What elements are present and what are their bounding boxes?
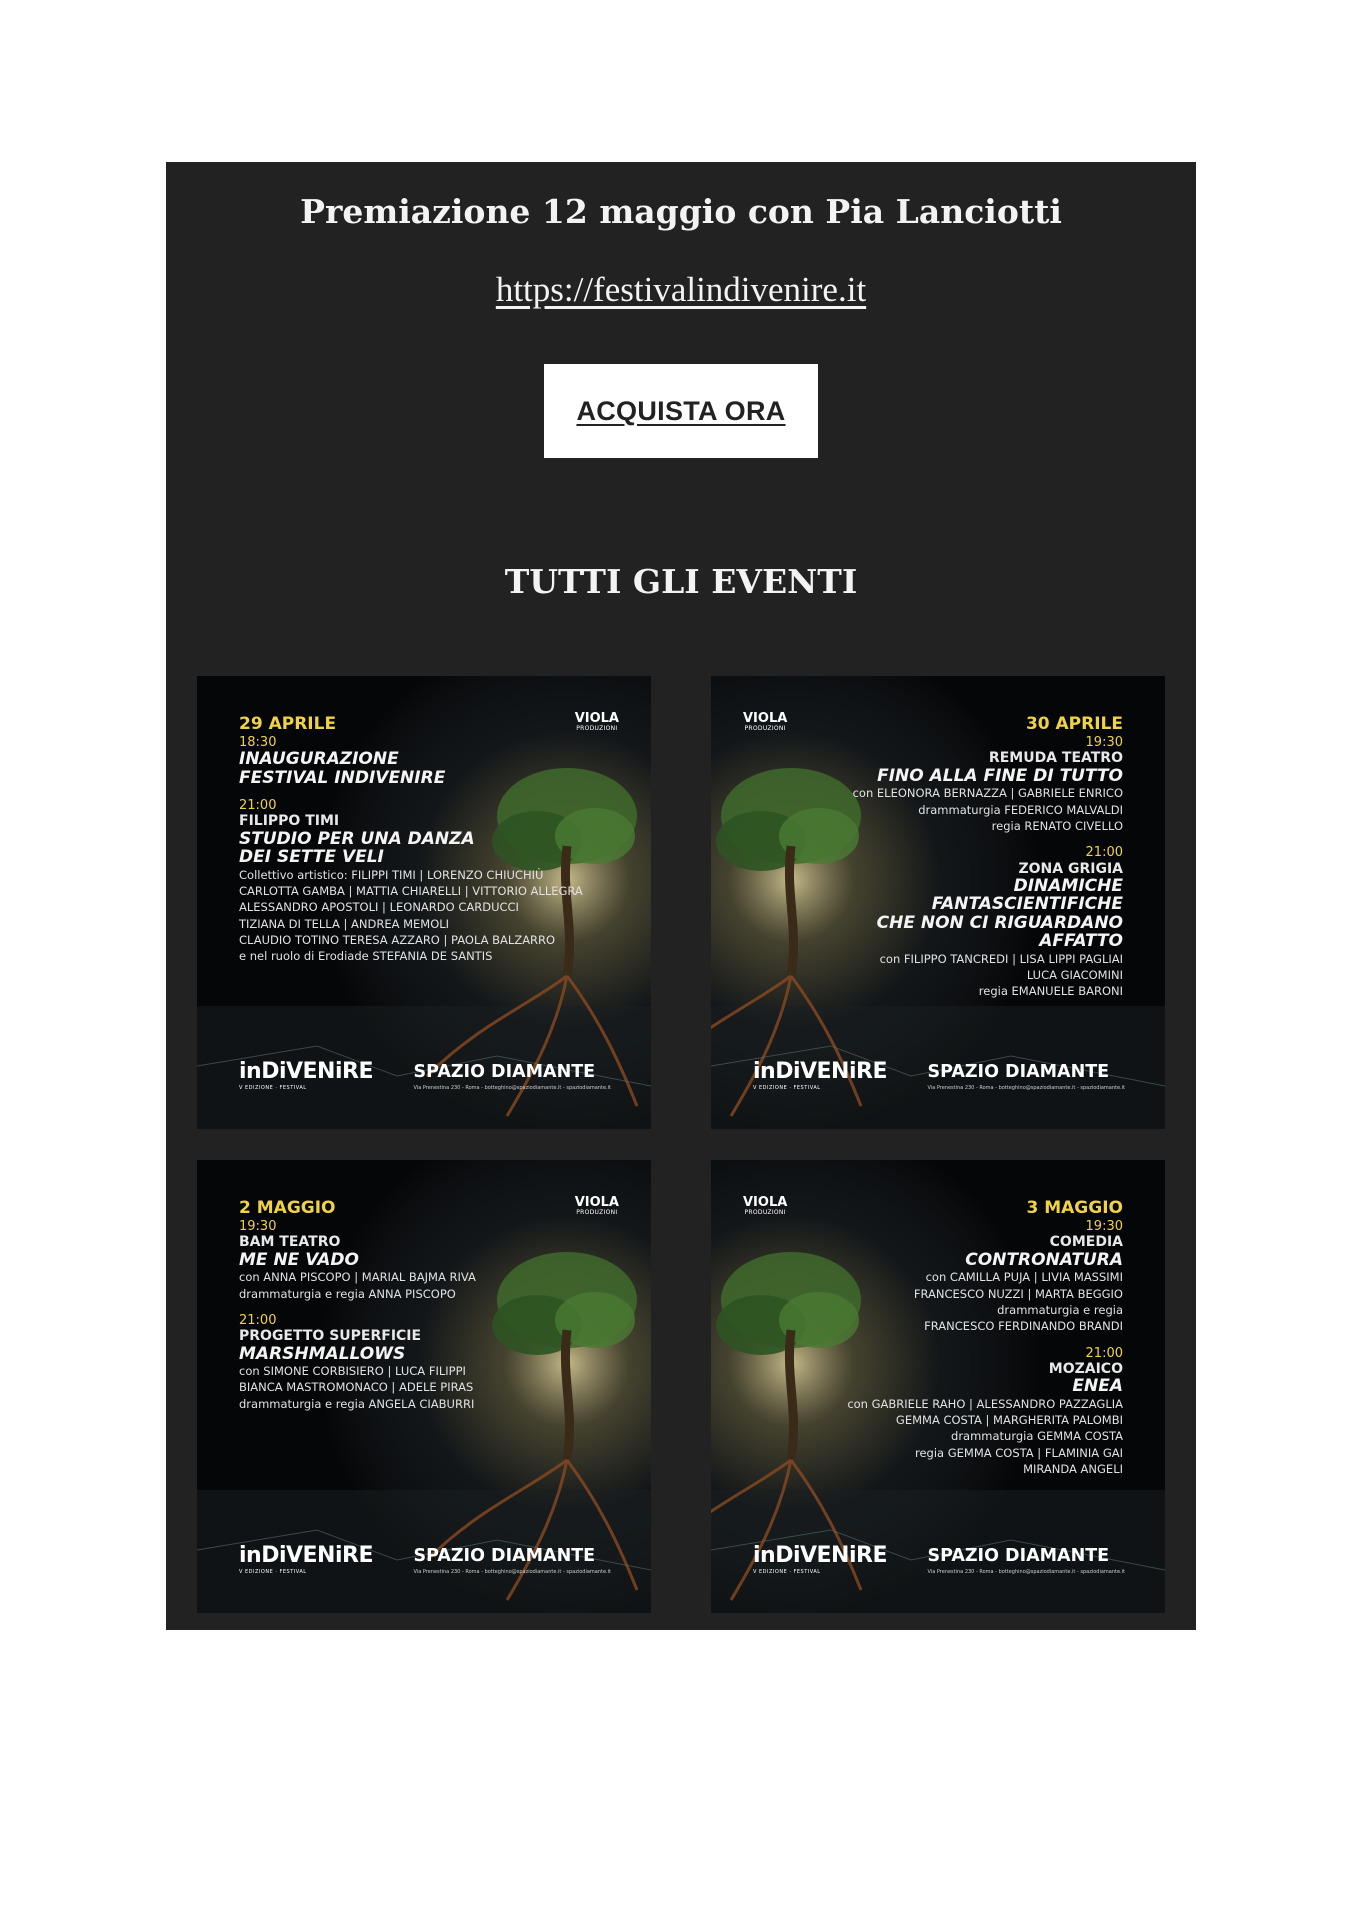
cast-credit: drammaturgia e regia ANNA PISCOPO [239,1286,456,1301]
cast-credit: regia EMANUELE BARONI [978,984,1123,999]
cast-credit: drammaturgia e regia [997,1302,1123,1317]
spazio-diamante-address: Via Prenestina 230 - Roma - botteghino@spaziodiamante.it - spaziodiamante.it [413,1085,611,1091]
event-schedule [239,714,583,965]
event-time: 21:00 [1085,845,1123,861]
festival-link[interactable]: https://festivalindivenire.it [495,270,867,309]
show-title: MARSHMALLOWS [239,1343,406,1364]
cast-credit: con GABRIELE RAHO | ALESSANDRO PAZZAGLIA [847,1396,1123,1411]
company-name: REMUDA TEATRO [988,750,1123,767]
cast-credit: regia GEMMA COSTA | FLAMINIA GAI [914,1445,1123,1460]
block-spacer [847,1335,1123,1345]
cast-credit: regia RENATO CIVELLO [991,818,1123,833]
event-time: 21:00 [1085,1345,1123,1361]
event-date: 30 APRILE [1025,714,1123,734]
event-date: 3 MAGGIO [1026,1198,1123,1218]
show-title: STUDIO PER UNA DANZA [239,828,475,849]
event-poster-3-maggio[interactable] [711,1160,1165,1613]
indivenire-logo-text: inDiVENiRE [753,1059,887,1084]
indivenire-logo [753,1059,887,1091]
show-title: AFFATTO [1039,931,1123,952]
cast-credit: con SIMONE CORBISIERO | LUCA FILIPPI [239,1364,466,1379]
indivenire-logo [239,1543,373,1575]
show-title: FINO ALLA FINE DI TUTTO [877,765,1123,786]
show-title: DEI SETTE VELI [239,847,384,868]
viola-produzioni-logo [743,712,787,732]
indivenire-logo [753,1543,887,1575]
show-title: FESTIVAL INDIVENIRE [239,767,446,788]
cast-credit: FRANCESCO NUZZI | MARTA BEGGIO [913,1286,1123,1301]
event-time: 19:30 [1085,1219,1123,1235]
viola-logo-text: VIOLA [574,1195,619,1210]
indivenire-logo-sub: V EDIZIONE · FESTIVAL [239,1085,307,1091]
show-title: INAUGURAZIONE [239,749,399,770]
spazio-diamante-address: Via Prenestina 230 - Roma - botteghino@spaziodiamante.it - spaziodiamante.it [927,1085,1125,1091]
indivenire-logo [239,1059,373,1091]
cast-credit: GEMMA COSTA | MARGHERITA PALOMBI [895,1413,1123,1428]
indivenire-logo-sub: V EDIZIONE · FESTIVAL [239,1569,307,1575]
cast-credit: CARLOTTA GAMBA | MATTIA CHIARELLI | VITTORIO ALLEGRA [239,883,583,898]
block-spacer [239,787,583,797]
event-time: 21:00 [239,1312,277,1328]
indivenire-logo-sub: V EDIZIONE · FESTIVAL [753,1569,821,1575]
company-name: ZONA GRIGIA [1018,860,1123,877]
cast-credit: e nel ruolo di Erodiade STEFANIA DE SANTIS [239,949,493,964]
spazio-diamante-logo [928,1546,1126,1575]
show-title: FANTASCIENTIFICHE [931,894,1123,915]
event-schedule [853,714,1123,1000]
show-title: CONTRONATURA [965,1249,1123,1270]
company-name: PROGETTO SUPERFICIE [239,1328,422,1345]
events-section-title: TUTTI GLI EVENTI [504,562,858,601]
viola-logo-sub: PRODUZIONI [744,725,786,732]
indivenire-logo-sub: V EDIZIONE · FESTIVAL [753,1085,821,1091]
cast-credit: LUCA GIACOMINI [1026,967,1123,982]
event-poster-29-aprile[interactable] [197,676,651,1129]
event-schedule [239,1198,476,1412]
spazio-diamante-logo [414,1546,612,1575]
cast-credit: drammaturgia GEMMA COSTA [951,1429,1123,1444]
spazio-diamante-text: SPAZIO DIAMANTE [413,1062,596,1082]
cast-credit: con FILIPPO TANCREDI | LISA LIPPI PAGLIAI [879,951,1123,966]
cast-credit: con CAMILLA PUJA | LIVIA MASSIMI [925,1270,1123,1285]
show-title: ENEA [1072,1376,1123,1397]
cast-credit: drammaturgia e regia ANGELA CIABURRI [239,1396,475,1411]
spazio-diamante-text: SPAZIO DIAMANTE [927,1062,1110,1082]
viola-logo-sub: PRODUZIONI [576,1209,618,1216]
cast-credit: con ELEONORA BERNAZZA | GABRIELE ENRICO [852,786,1123,801]
viola-logo-sub: PRODUZIONI [744,1209,786,1216]
spazio-diamante-logo [928,1062,1126,1091]
event-time: 21:00 [239,798,277,814]
spazio-diamante-text: SPAZIO DIAMANTE [927,1546,1110,1566]
company-name: COMEDIA [1049,1234,1123,1251]
event-time: 18:30 [239,735,277,751]
cast-credit: ALESSANDRO APOSTOLI | LEONARDO CARDUCCI [239,900,519,915]
cast-credit: CLAUDIO TOTINO TERESA AZZARO | PAOLA BALZARRO [239,932,556,947]
cast-credit: con ANNA PISCOPO | MARIAL BAJMA RIVA [239,1270,476,1285]
viola-logo-sub: PRODUZIONI [576,725,618,732]
cast-credit: Collettivo artistico: FILIPPI TIMI | LORENZO CHIUCHIÙ [239,867,544,882]
cast-credit: MIRANDA ANGELI [1023,1462,1123,1477]
newsletter-panel [166,162,1196,1630]
event-date: 2 MAGGIO [239,1198,336,1218]
cast-credit: TIZIANA DI TELLA | ANDREA MEMOLI [239,916,450,931]
cast-credit: FRANCESCO FERDINANDO BRANDI [924,1319,1123,1334]
show-title: CHE NON CI RIGUARDANO [876,912,1123,933]
award-headline: Premiazione 12 maggio con Pia Lanciotti [300,192,1062,231]
indivenire-logo-text: inDiVENiRE [239,1543,373,1568]
event-poster-30-aprile[interactable] [711,676,1165,1129]
viola-produzioni-logo [743,1196,787,1216]
company-name: FILIPPO TIMI [239,813,340,830]
spazio-diamante-address: Via Prenestina 230 - Roma - botteghino@spaziodiamante.it - spaziodiamante.it [927,1569,1125,1575]
event-poster-2-maggio[interactable] [197,1160,651,1613]
buy-now-button[interactable] [544,364,818,458]
spazio-diamante-text: SPAZIO DIAMANTE [413,1546,596,1566]
spazio-diamante-logo [414,1062,612,1091]
cast-credit: BIANCA MASTROMONACO | ADELE PIRAS [239,1380,474,1395]
event-time: 19:30 [1085,735,1123,751]
show-title: DINAMICHE [1013,876,1123,897]
indivenire-logo-text: inDiVENiRE [239,1059,373,1084]
viola-logo-text: VIOLA [743,1195,788,1210]
cast-credit: drammaturgia FEDERICO MALVALDI [918,802,1123,817]
viola-produzioni-logo [575,1196,619,1216]
company-name: BAM TEATRO [239,1234,341,1251]
buy-now-label: ACQUISTA ORA [576,395,786,426]
event-date: 29 APRILE [239,714,337,734]
spazio-diamante-address: Via Prenestina 230 - Roma - botteghino@spaziodiamante.it - spaziodiamante.it [413,1569,611,1575]
block-spacer [239,1302,476,1312]
viola-logo-text: VIOLA [743,711,788,726]
event-schedule [847,1198,1123,1477]
block-spacer [853,834,1123,844]
show-title: ME NE VADO [239,1249,359,1270]
event-time: 19:30 [239,1219,277,1235]
viola-logo-text: VIOLA [574,711,619,726]
company-name: MOZAICO [1048,1360,1123,1377]
indivenire-logo-text: inDiVENiRE [753,1543,887,1568]
